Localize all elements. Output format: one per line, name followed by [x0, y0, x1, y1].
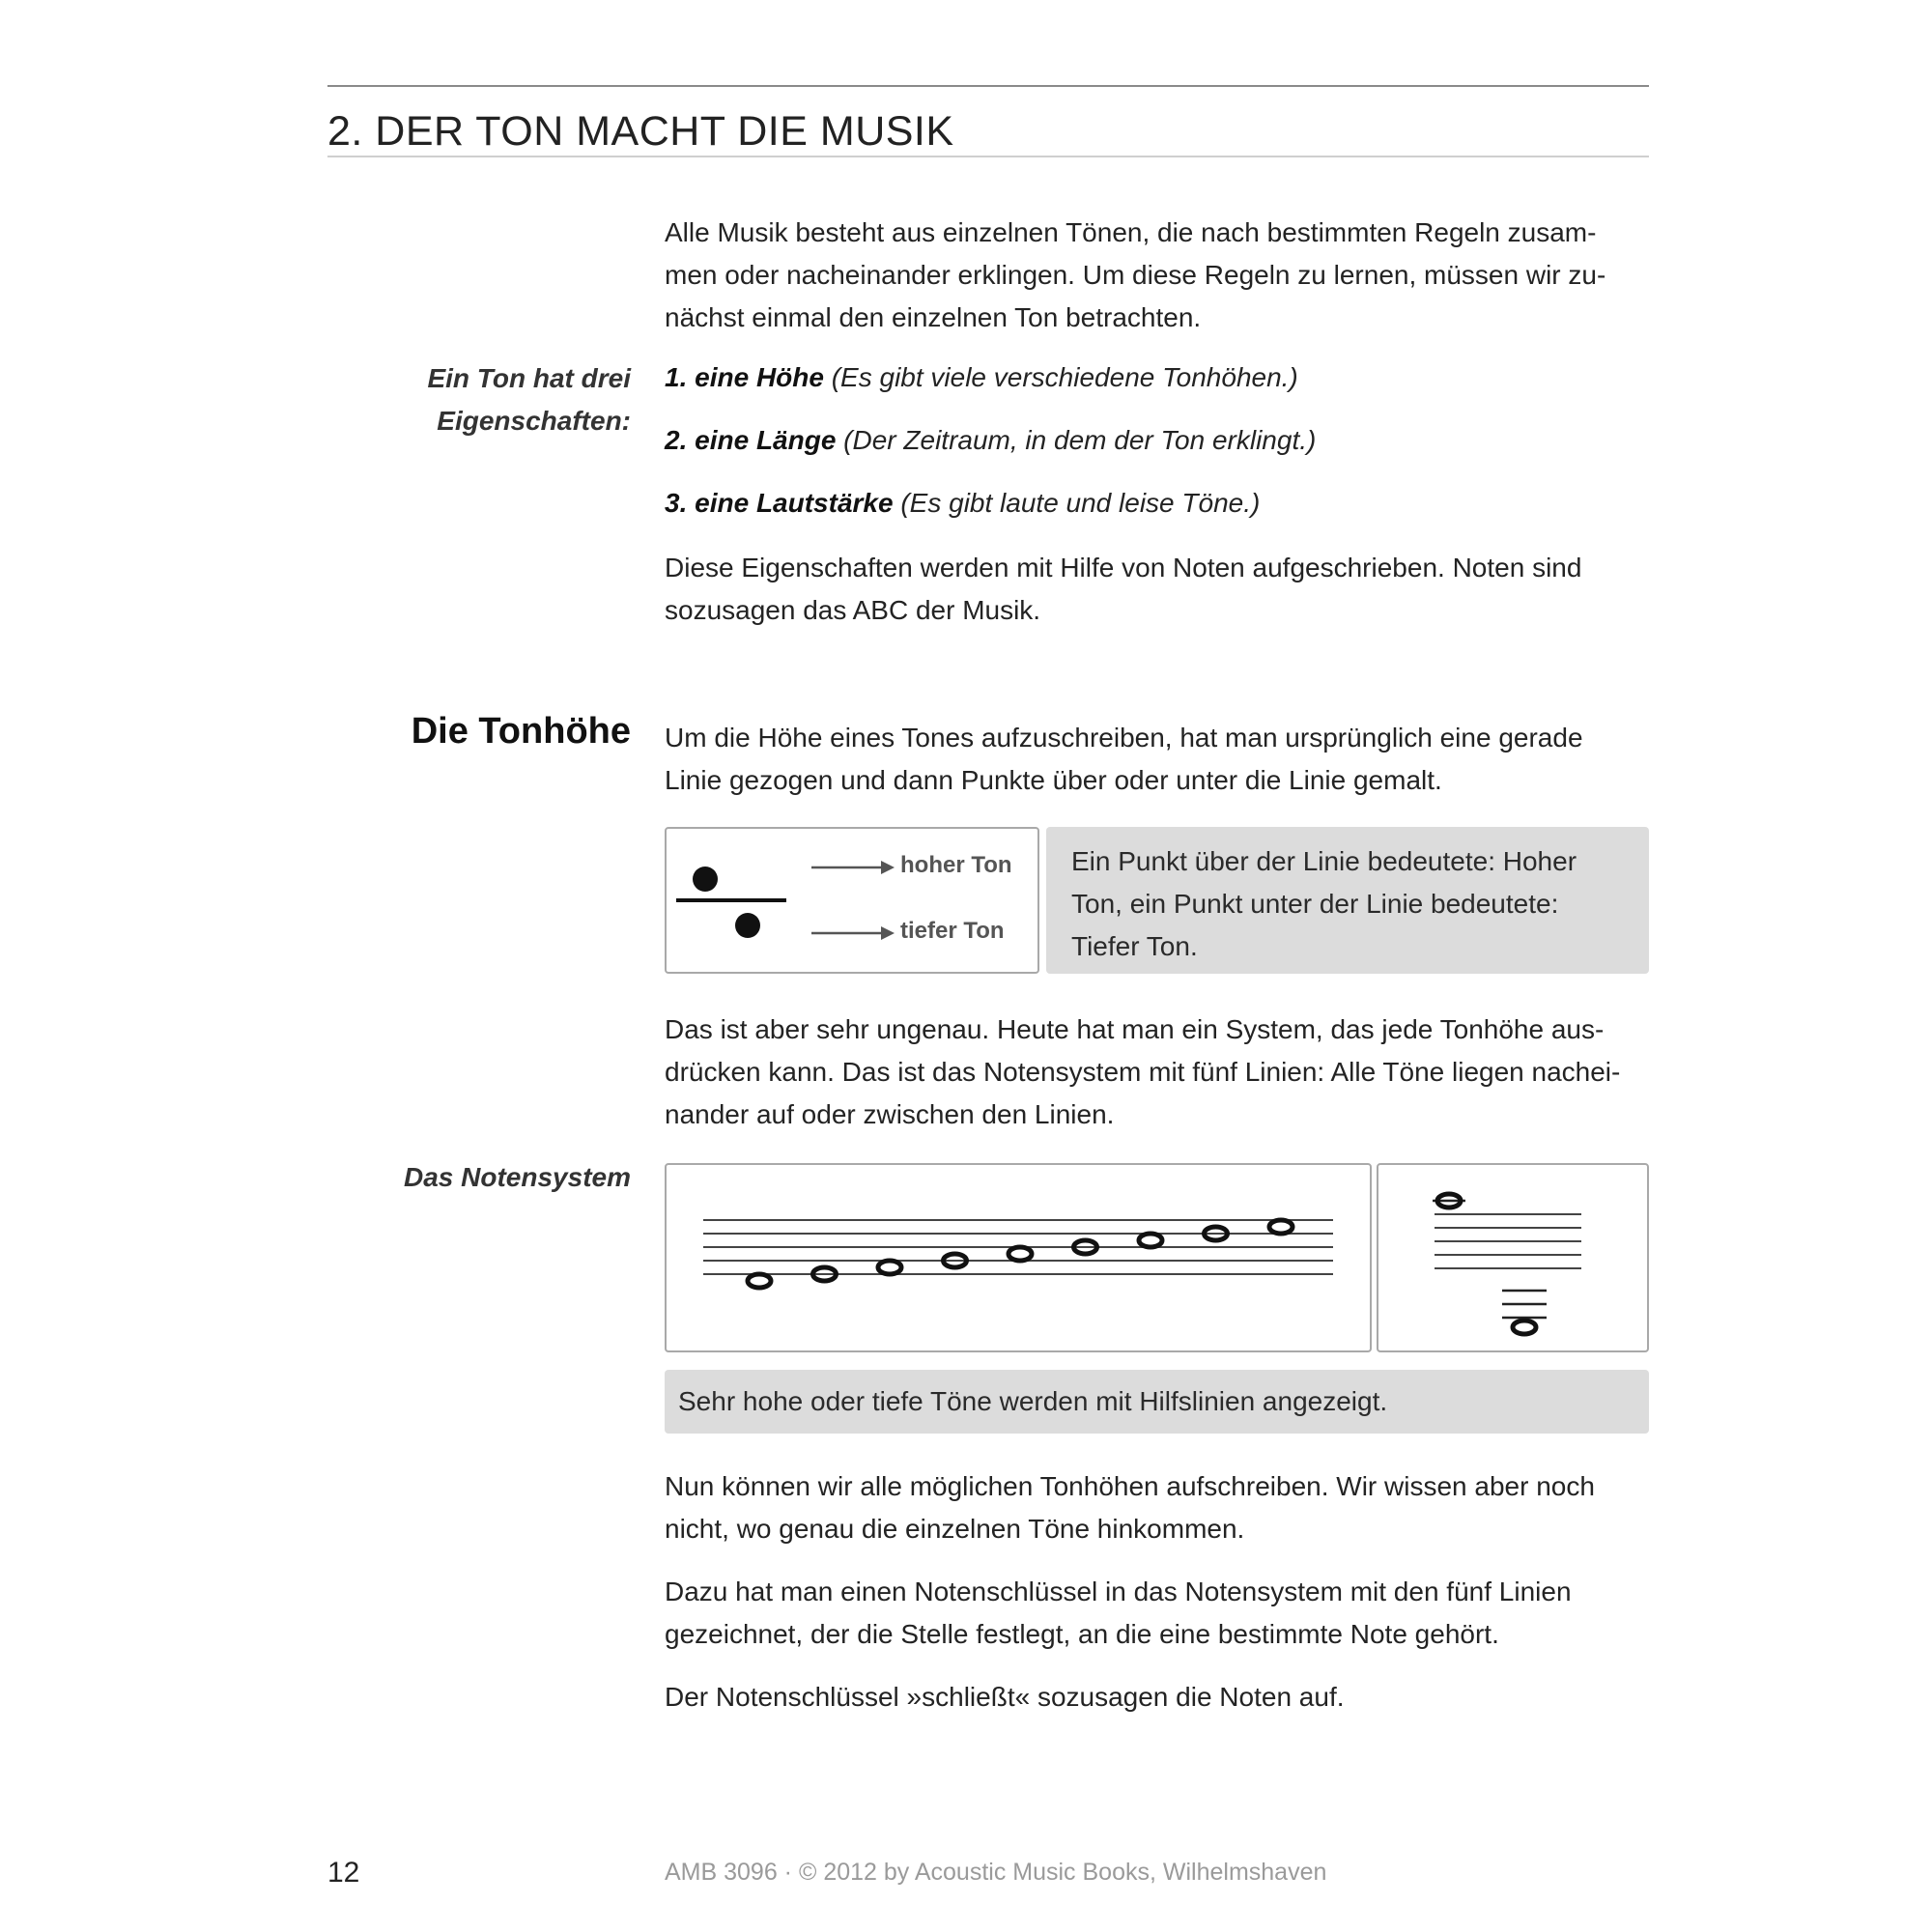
title-underline	[327, 156, 1649, 157]
tonhoehe-line: Um die Höhe eines Tones aufzuschreiben, hat man ursprünglich eine gerade	[665, 723, 1583, 753]
property-note: (Der Zeitraum, in dem der Ton erklingt.)	[836, 425, 1317, 455]
caption-line: Ein Punkt über der Linie bedeutete: Hoher	[1071, 846, 1577, 876]
closing-paragraph-3	[665, 1676, 1648, 1719]
system-line: nander auf oder zwischen den Linien.	[665, 1099, 1115, 1129]
low-ledger-note	[1513, 1321, 1536, 1334]
tonhoehe-line: Linie gezogen und dann Punkte über oder unter die Linie gemalt.	[665, 765, 1442, 795]
intro-line: men oder nacheinander erklingen. Um diese Regeln zu lernen, müssen wir zu-	[665, 260, 1606, 290]
staff-note	[878, 1261, 901, 1274]
footer-imprint: AMB 3096 · © 2012 by Acoustic Music Books, Wilhelmshaven	[665, 1859, 1327, 1886]
properties-side-label	[327, 357, 631, 442]
side-label-line: Ein Ton hat drei	[427, 363, 631, 393]
dot-diagram	[665, 827, 1039, 974]
staff-graphic	[667, 1165, 1370, 1350]
caption-line: Ton, ein Punkt unter der Linie bedeutete:	[1071, 889, 1559, 919]
staff-note	[748, 1274, 771, 1288]
property-term: 2. eine Länge	[665, 425, 837, 455]
dot-diagram-caption	[1046, 827, 1649, 974]
high-tone-label: hoher Ton	[900, 852, 1012, 878]
arrow-low-head	[881, 926, 895, 940]
closing-line: Dazu hat man einen Notenschlüssel in das Notensystem mit den fünf Linien	[665, 1577, 1572, 1606]
dot-diagram-graphic	[667, 829, 1037, 972]
system-line: drücken kann. Das ist das Notensystem mit fünf Linien: Alle Töne liegen nachei-	[665, 1057, 1621, 1087]
closing-line: Nun können wir alle möglichen Tonhöhen aufschreiben. Wir wissen aber noch	[665, 1471, 1595, 1501]
arrow-high-head	[881, 861, 895, 874]
closing-paragraph-2	[665, 1571, 1648, 1656]
property-note: (Es gibt viele verschiedene Tonhöhen.)	[823, 362, 1298, 392]
page-number: 12	[327, 1857, 360, 1889]
property-item	[665, 488, 1260, 519]
caption-line: Tiefer Ton.	[1071, 931, 1198, 961]
staff-notes	[748, 1220, 1293, 1288]
high-dot	[693, 867, 718, 892]
staff-note	[1139, 1234, 1162, 1247]
top-rule	[327, 85, 1649, 87]
staff-note	[1269, 1220, 1293, 1234]
property-note: (Es gibt laute und leise Töne.)	[893, 488, 1261, 518]
low-dot	[735, 913, 760, 938]
notensystem-side-label: Das Notensystem	[404, 1162, 631, 1192]
closing-line: Der Notenschlüssel »schließt« sozusagen die Noten auf.	[665, 1682, 1345, 1712]
closing-line: nicht, wo genau die einzelnen Töne hinkommen.	[665, 1514, 1245, 1544]
notes-paragraph	[665, 547, 1648, 632]
property-item	[665, 425, 1316, 456]
property-item	[665, 362, 1298, 393]
system-line: Das ist aber sehr ungenau. Heute hat man ein System, das jede Tonhöhe aus-	[665, 1014, 1605, 1044]
property-term: 1. eine Höhe	[665, 362, 824, 392]
section-heading-tonhoehe: Die Tonhöhe	[411, 711, 631, 752]
intro-paragraph	[665, 212, 1648, 339]
notes-line: sozusagen das ABC der Musik.	[665, 595, 1041, 625]
intro-line: Alle Musik besteht aus einzelnen Tönen, die nach bestimmten Regeln zusam-	[665, 217, 1597, 247]
staff-caption-text: Sehr hohe oder tiefe Töne werden mit Hilfslinien angezeigt.	[678, 1386, 1388, 1416]
base-line	[676, 898, 786, 902]
staff-note	[1009, 1247, 1032, 1261]
low-tone-label: tiefer Ton	[900, 918, 1005, 944]
closing-paragraph-1	[665, 1465, 1648, 1550]
staff-diagram	[665, 1163, 1372, 1352]
system-paragraph	[665, 1009, 1648, 1136]
intro-line: nächst einmal den einzelnen Ton betrachten.	[665, 302, 1202, 332]
staff-caption	[665, 1370, 1649, 1434]
property-term: 3. eine Lautstärke	[665, 488, 894, 518]
side-label-line: Eigenschaften:	[437, 406, 631, 436]
closing-line: gezeichnet, der die Stelle festlegt, an die eine bestimmte Note gehört.	[665, 1619, 1499, 1649]
tonhoehe-paragraph	[665, 717, 1648, 802]
ledger-graphic	[1378, 1165, 1647, 1350]
ledger-diagram	[1377, 1163, 1649, 1352]
notes-line: Diese Eigenschaften werden mit Hilfe von Noten aufgeschrieben. Noten sind	[665, 553, 1582, 582]
chapter-title: 2. DER TON MACHT DIE MUSIK	[327, 108, 954, 155]
